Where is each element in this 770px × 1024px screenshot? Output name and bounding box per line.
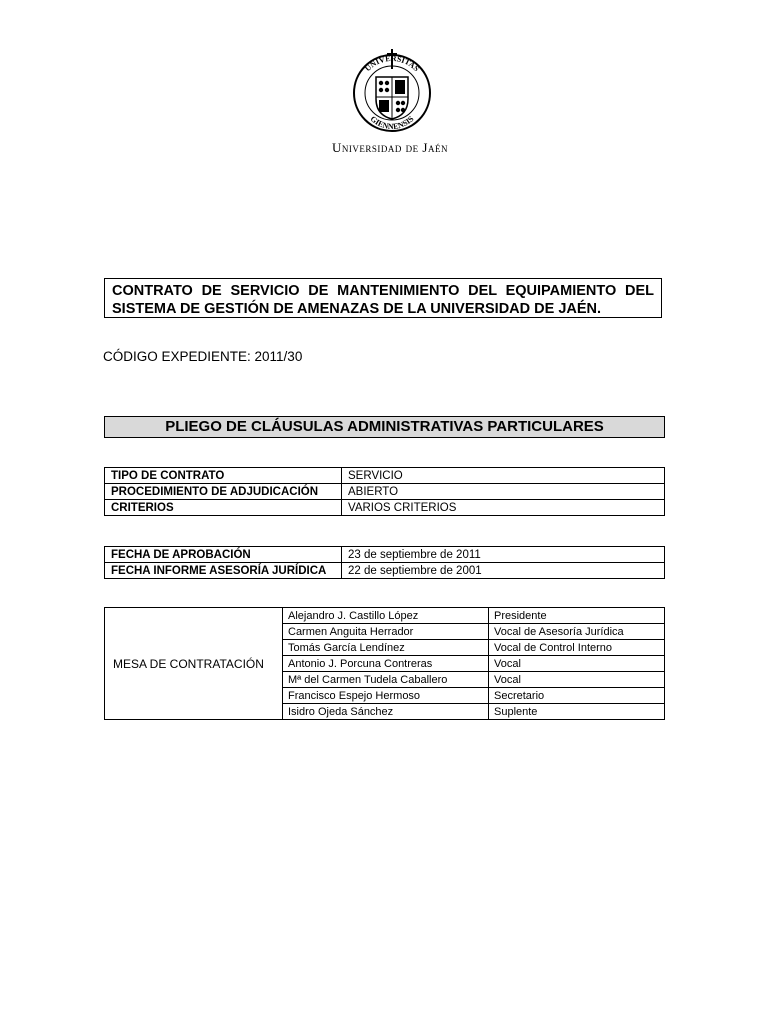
table-label: PROCEDIMIENTO DE ADJUDICACIÓN [105,484,342,500]
table-label: TIPO DE CONTRATO [105,468,342,484]
table-label: CRITERIOS [105,500,342,516]
member-role: Vocal [489,672,665,688]
member-name: Tomás García Lendínez [283,640,489,656]
table-label: FECHA INFORME ASESORÍA JURÍDICA [105,563,342,579]
table-value: SERVICIO [342,468,665,484]
member-role: Presidente [489,608,665,624]
table-value: VARIOS CRITERIOS [342,500,665,516]
mesa-contratacion-table [104,607,665,720]
university-seal-logo [348,47,436,137]
member-role: Vocal [489,656,665,672]
member-name: Alejandro J. Castillo López [283,608,489,624]
dates-table [104,546,665,579]
table-row [105,547,665,563]
member-name: Carmen Anguita Herrador [283,624,489,640]
contract-info-table [104,467,665,516]
contract-title-line2: SISTEMA DE GESTIÓN DE AMENAZAS DE LA UNIVERSIDAD DE JAÉN. [112,301,602,317]
table-value: 22 de septiembre de 2001 [342,563,665,579]
pliego-title: PLIEGO DE CLÁUSULAS ADMINISTRATIVAS PARTICULARES [104,416,665,438]
table-row [105,563,665,579]
member-name: Isidro Ojeda Sánchez [283,704,489,720]
table-value: ABIERTO [342,484,665,500]
table-row [105,468,665,484]
member-name: Antonio J. Porcuna Contreras [283,656,489,672]
contract-title-line1: CONTRATO DE SERVICIO DE MANTENIMIENTO DEL EQUIPAMIENTO DEL [112,283,654,299]
seal-text-bottom: GIENNENSIS [368,114,416,132]
table-row [105,500,665,516]
member-name: Mª del Carmen Tudela Caballero [283,672,489,688]
seal-text-top: UNIVERSITAS [363,53,421,74]
contract-title-box [104,278,662,318]
university-name: Universidad de Jaén [332,140,448,155]
mesa-label: MESA DE CONTRATACIÓN [105,608,283,720]
table-row [105,484,665,500]
member-name: Francisco Espejo Hermoso [283,688,489,704]
member-role: Vocal de Asesoría Jurídica [489,624,665,640]
table-label: FECHA DE APROBACIÓN [105,547,342,563]
table-value: 23 de septiembre de 2011 [342,547,665,563]
member-role: Suplente [489,704,665,720]
table-row [105,608,665,624]
member-role: Secretario [489,688,665,704]
codigo-expediente: CÓDIGO EXPEDIENTE: 2011/30 [103,349,303,364]
member-role: Vocal de Control Interno [489,640,665,656]
